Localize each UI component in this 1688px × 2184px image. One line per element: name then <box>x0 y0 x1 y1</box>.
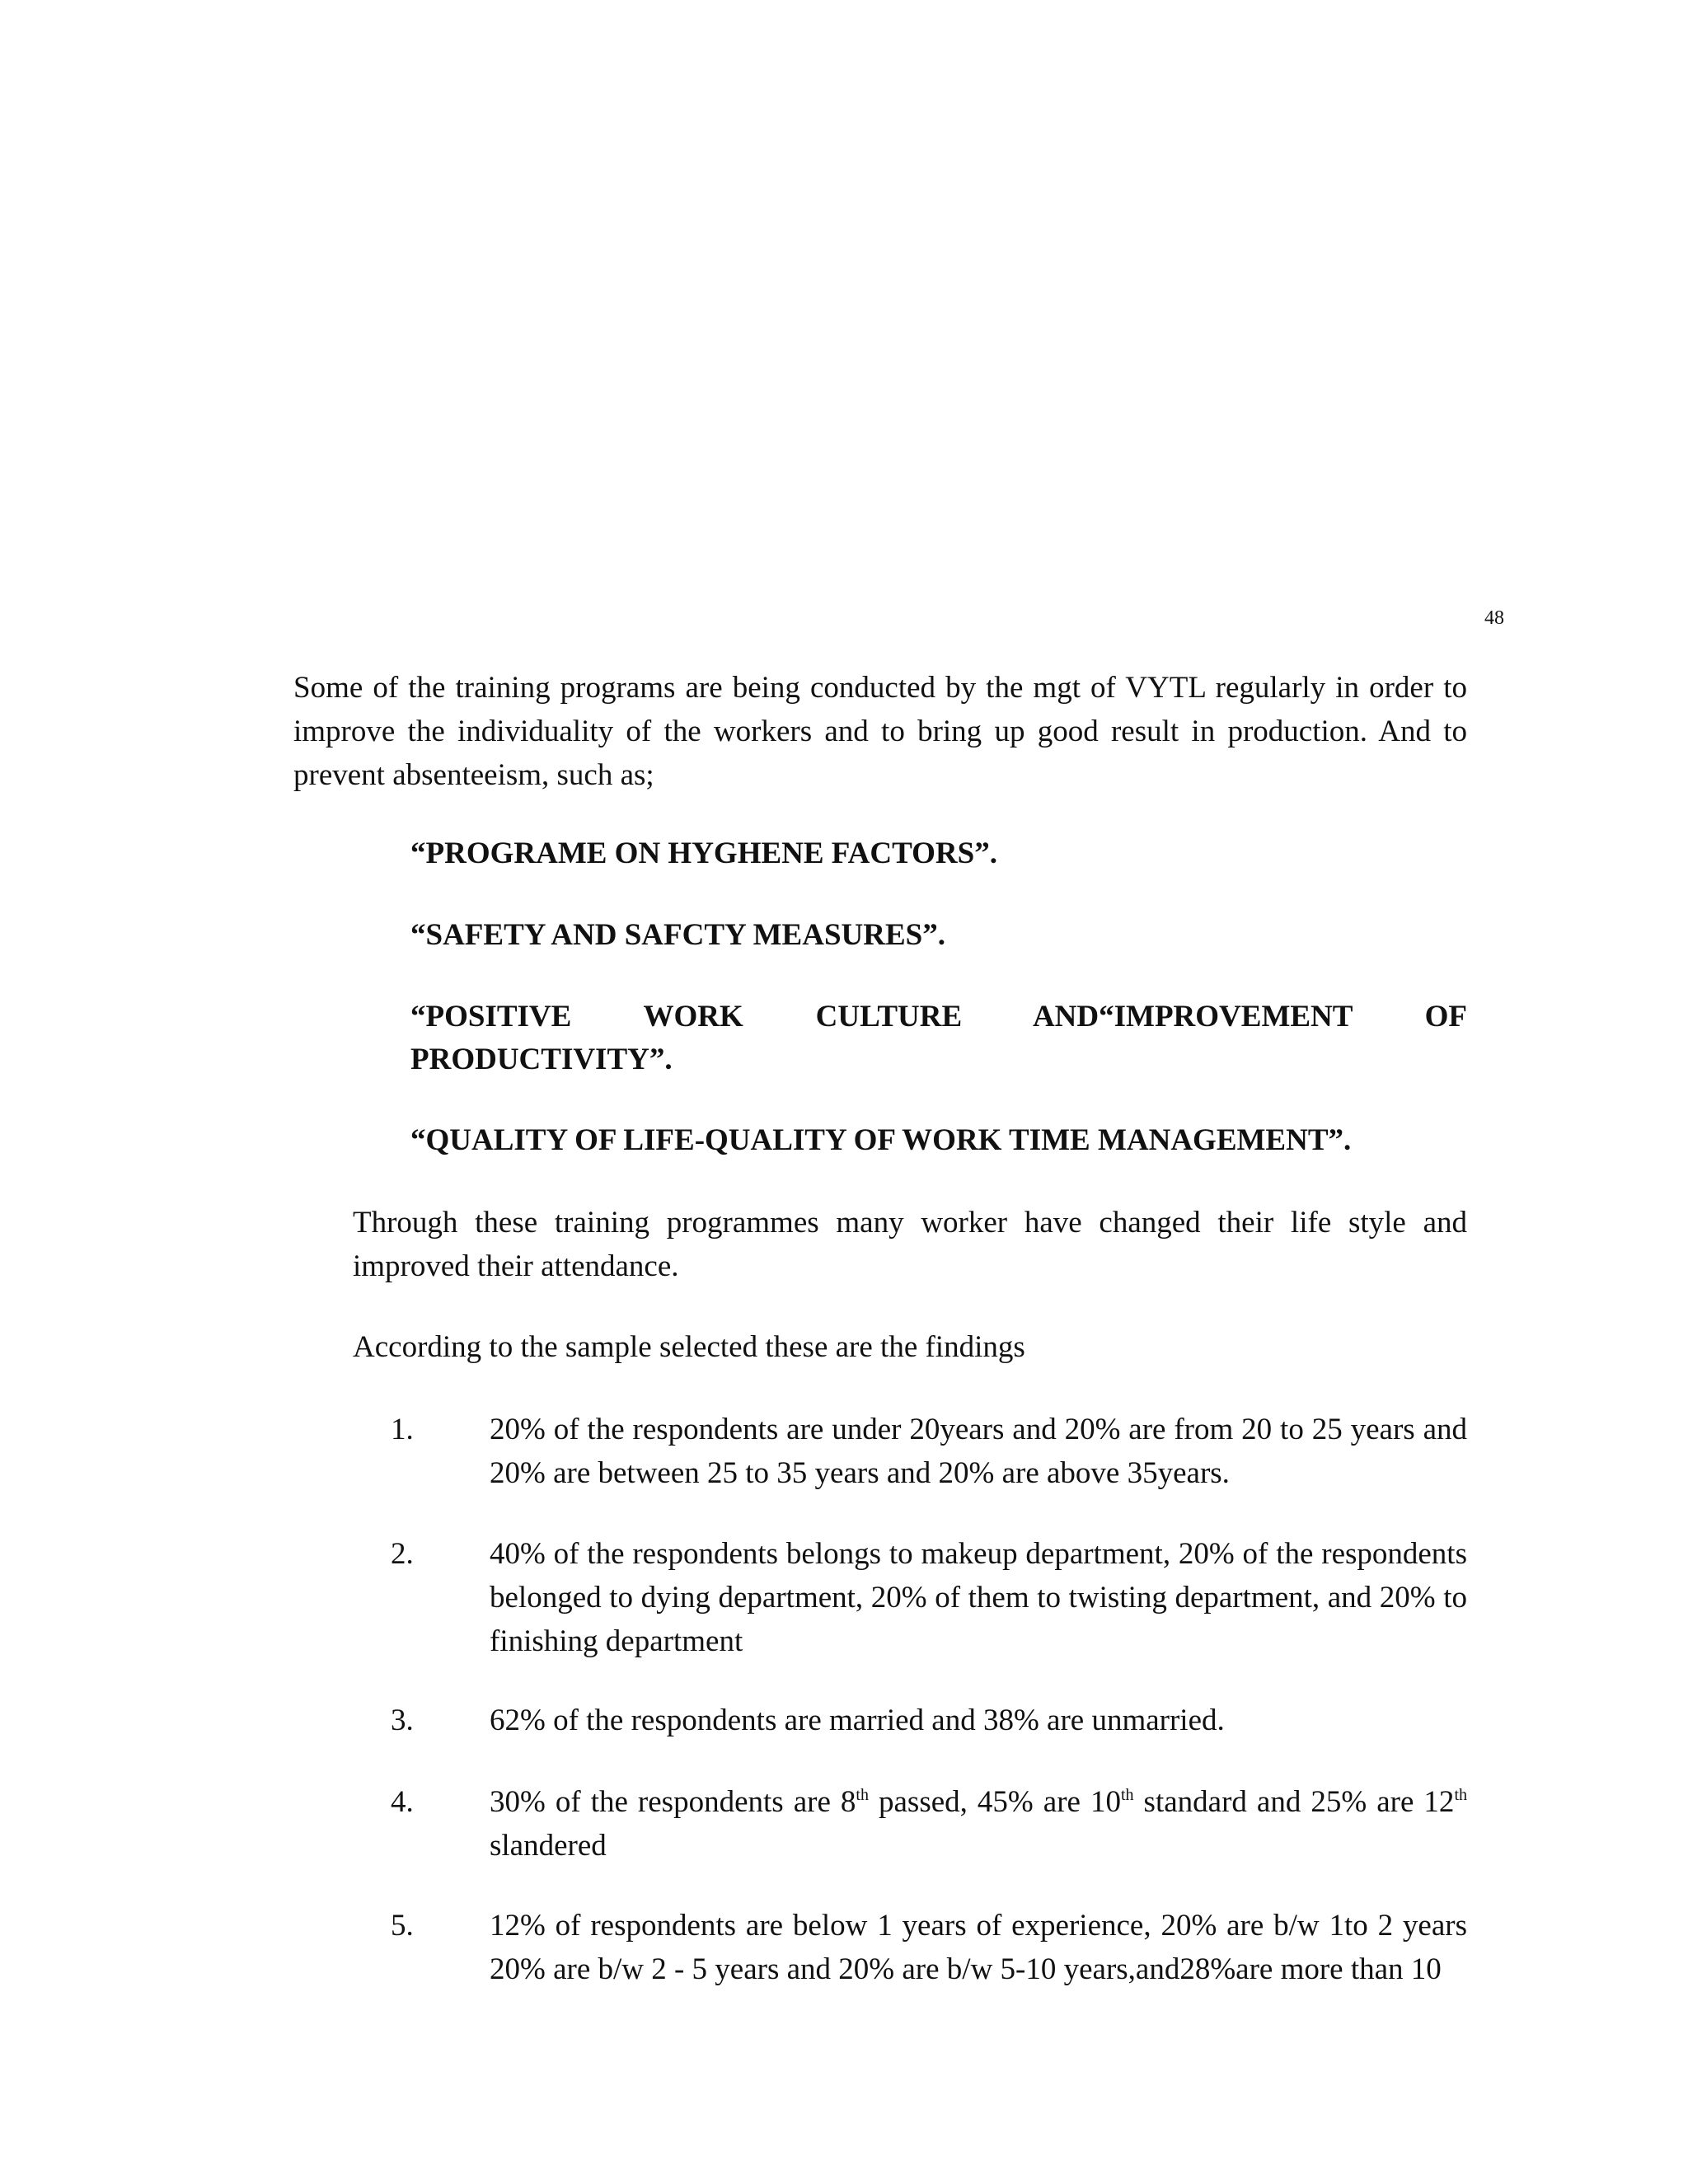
finding-number: 2. <box>391 1537 414 1571</box>
finding-text-part: 30% of the respondents are 8 <box>490 1785 856 1819</box>
program-title-hygiene: “PROGRAME ON HYGHENE FACTORS”. <box>410 837 997 870</box>
program-title-work-culture <box>410 996 1467 1081</box>
through-paragraph: Through these training programmes many worker have changed their life style and improved their attendance. <box>353 1206 1467 1283</box>
finding-number: 1. <box>391 1413 414 1446</box>
program-title-safety: “SAFETY AND SAFCTY MEASURES”. <box>410 918 945 952</box>
program-title-work-culture-line1: “POSITIVE WORK CULTURE AND“IMPROVEMENT OF <box>410 1000 1467 1033</box>
intro-paragraph: Some of the training programs are being conducted by the mgt of VYTL regularly in order to improve the individuality of the workers and to bring up good result in production. And to prevent absenteeism, such as; <box>293 671 1467 792</box>
finding-number: 4. <box>391 1785 414 1819</box>
program-title-work-culture-line2: PRODUCTIVITY”. <box>410 1043 673 1076</box>
finding-item-3 <box>353 1699 1467 1742</box>
finding-text: 62% of the respondents are married and 38% are unmarried. <box>490 1704 1225 1737</box>
findings-intro: According to the sample selected these are the findings <box>353 1330 1025 1364</box>
finding-item-1 <box>353 1408 1467 1495</box>
finding-item-2 <box>353 1532 1467 1663</box>
finding-number: 3. <box>391 1704 414 1737</box>
finding-number: 5. <box>391 1909 414 1943</box>
finding-text-part: slandered <box>490 1829 607 1863</box>
page-number: 48 <box>1484 607 1504 629</box>
finding-text <box>490 1780 1467 1868</box>
program-title-quality-of-life: “QUALITY OF LIFE-QUALITY OF WORK TIME MANAGEMENT”. <box>410 1123 1352 1157</box>
finding-text: 12% of respondents are below 1 years of experience, 20% are b/w 1to 2 years 20% are b/w 2 - 5 years and 20% are b/w 5-10 years,and28%are more than 10 <box>490 1909 1467 1986</box>
finding-text: 40% of the respondents belongs to makeup department, 20% of the respondents belonged to dying department, 20% of them to twisting department, and 20% to finishing department <box>490 1537 1467 1658</box>
finding-item-5 <box>353 1904 1467 1991</box>
finding-text-part: passed, 45% are 10 <box>868 1785 1121 1819</box>
finding-text: 20% of the respondents are under 20years and 20% are from 20 to 25 years and 20% are between 25 to 35 years and 20% are above 35years. <box>490 1413 1467 1490</box>
finding-item-4 <box>353 1780 1467 1868</box>
finding-text-part: standard and 25% are 12 <box>1133 1785 1455 1819</box>
ordinal-suffix: th <box>1454 1786 1467 1804</box>
ordinal-suffix: th <box>1120 1786 1134 1804</box>
ordinal-suffix: th <box>856 1786 869 1804</box>
